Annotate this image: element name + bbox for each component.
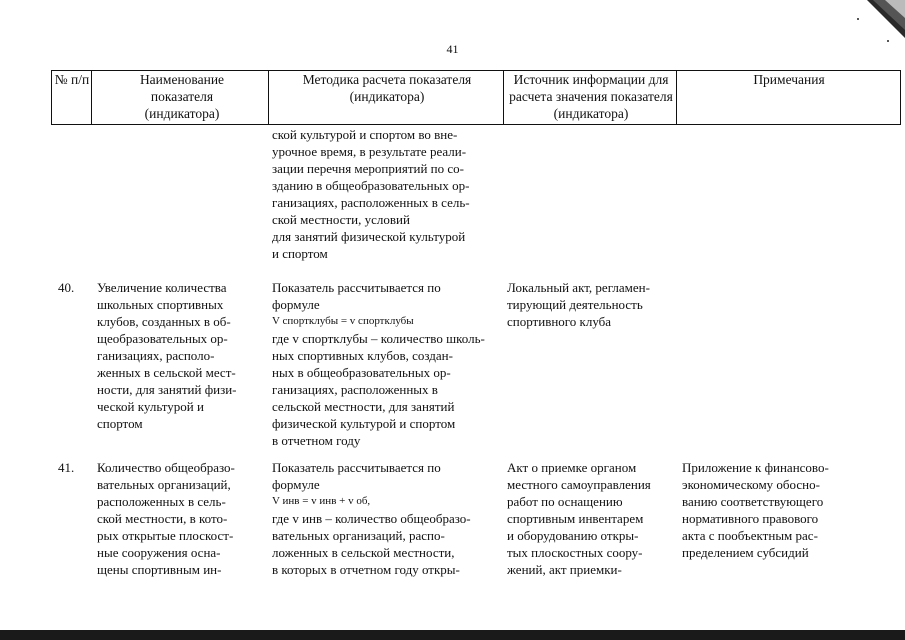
header-method: Методика расчета показателя (индикатора) xyxy=(302,72,472,104)
scan-corner-shadow xyxy=(845,0,905,40)
scan-bottom-edge xyxy=(0,630,905,640)
row40-method: Показатель рассчитывается по формуле V спортклубы = v спортклубы где v спортклубы – количество школь- ных спортивных клубов, создан- ных в общеобразовательных ор- ганизациях, расположенных в сельской местности, для занятий физической культурой и спортом в отчетном году xyxy=(272,280,485,448)
row41-indicator-name: Количество общеобразо- вательных организаций, расположенных в сель- ской местности, в кото- рых открытые плоскост- ные сооружения осна- щены спортивным ин- xyxy=(97,460,235,577)
header-source: Источник информации для расчета значения показателя (индикатора) xyxy=(509,72,673,121)
scan-speck xyxy=(857,18,859,20)
row41-source: Акт о приемке органом местного самоуправления работ по оснащению спортивным инвентарем и оборудованию откры- тых плоскостных соору- жений, акт приемки- xyxy=(507,460,651,577)
row41-notes: Приложение к финансово- экономическому обосно- ванию соответствующего нормативного правового акта с пообъектным рас- пределением субсидий xyxy=(682,460,829,560)
header-divider xyxy=(51,70,52,125)
header-divider xyxy=(503,70,504,125)
row-number-41: 41. xyxy=(58,460,75,475)
row41-method: Показатель рассчитывается по формуле V инв = v инв + v об, где v инв – количество общеобразо- вательных организаций, распо- ложенных в сельской местности, в которых в отчетном году откры- xyxy=(272,460,471,577)
row40-indicator-name: Увеличение количества школьных спортивных клубов, созданных в об- щеобразовательных ор- ганизациях, располо- женных в сельской мест- ности, для занятий физи- ческой культурой и спортом xyxy=(97,280,237,431)
header-number: № п/п xyxy=(54,72,90,87)
page-number: 41 xyxy=(446,42,459,56)
header-divider xyxy=(268,70,269,125)
header-divider xyxy=(676,70,677,125)
method-continuation: ской культурой и спортом во вне- урочное время, в результате реали- зации перечня мероприятий по со- зданию в общеобразовательных ор- ганизациях, расположенных в сель- ской местности, условий для занятий физической культурой и спортом xyxy=(272,127,470,261)
header-indicator-name: Наименование показателя (индикатора) xyxy=(139,72,225,121)
row-number-40: 40. xyxy=(58,280,75,295)
header-divider xyxy=(91,70,92,125)
row40-source: Локальный акт, регламен- тирующий деятельность спортивного клуба xyxy=(507,280,650,329)
header-divider xyxy=(900,70,901,125)
header-notes: Примечания xyxy=(753,72,825,87)
header-bottom-rule xyxy=(51,124,901,125)
